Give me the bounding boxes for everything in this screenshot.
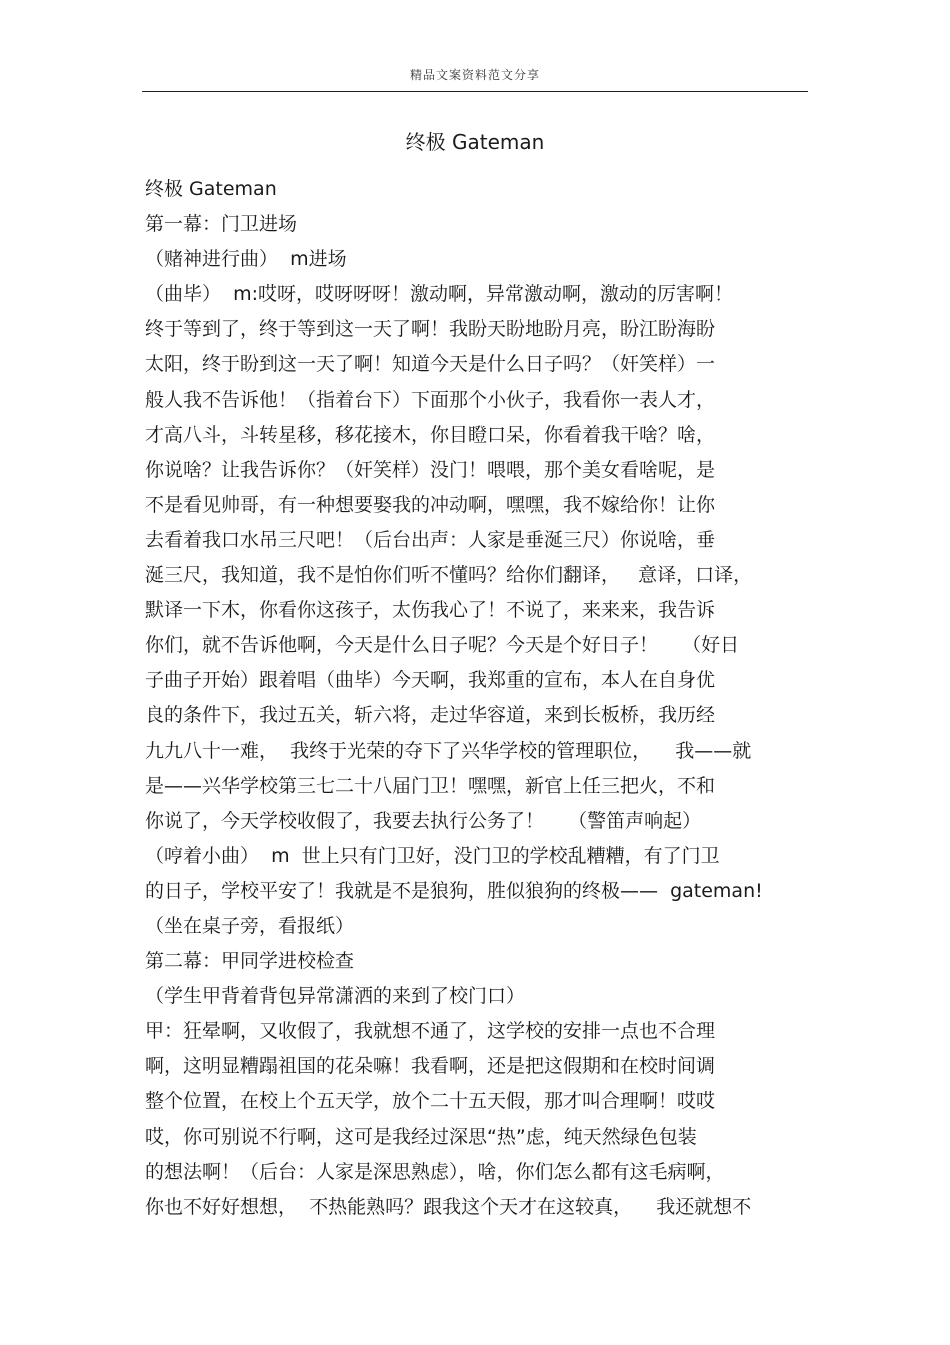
text-line: 般人我不告诉他！（指着台下）下面那个小伙子，我看你一表人才， (145, 388, 716, 411)
text-line: 你说了，今天学校收假了，我要去执行公务了！ （警笛声响起） (145, 809, 702, 832)
header-divider (142, 91, 808, 92)
text-line: （哼着小曲） m 世上只有门卫好，没门卫的学校乱糟糟，有了门卫 (145, 844, 720, 867)
text-line: 整个位置，在校上个五天学，放个二十五天假，那才叫合理啊！哎哎 (145, 1090, 716, 1113)
text-line: 你们，就不告诉他啊，今天是什么日子呢？今天是个好日子！ （好日 (145, 634, 740, 657)
text-line: 不是看见帅哥，有一种想要娶我的冲动啊，嘿嘿，我不嫁给你！让你 (145, 493, 716, 516)
text-line: （曲毕） m:哎呀，哎呀呀呀！激动啊，异常激动啊，激动的厉害啊！ (145, 283, 733, 306)
text-line: 甲：狂晕啊，又收假了，我就想不通了，这学校的安排一点也不合理 (145, 1020, 716, 1043)
text-line: 的日子，学校平安了！我就是不是狼狗，胜似狼狗的终极—— gateman! (145, 879, 763, 902)
text-line: 子曲子开始）跟着唱（曲毕）今天啊，我郑重的宣布，本人在自身优 (145, 669, 716, 692)
text-line: （学生甲背着背包异常潇洒的来到了校门口） (145, 985, 526, 1008)
text-line: 终极 Gateman (145, 178, 277, 200)
text-line: 默译一下木，你看你这孩子，太伤我心了！不说了，来来来，我告诉 (145, 599, 716, 622)
text-line: 第二幕：甲同学进校检查 (145, 950, 355, 973)
text-line: 第一幕：门卫进场 (145, 213, 298, 236)
text-line: 九九八十一难， 我终于光荣的夺下了兴华学校的管理职位， 我——就 (145, 739, 752, 762)
document-body (145, 172, 810, 1225)
document-title: 终极 Gateman (405, 130, 545, 154)
page-header: 精品文案资料范文分享 (409, 68, 540, 82)
text-line: 良的条件下，我过五关，斩六将，走过华容道，来到长板桥，我历经 (145, 704, 716, 727)
text-line: 终于等到了，终于等到这一天了啊！我盼天盼地盼月亮，盼江盼海盼 (145, 318, 716, 341)
text-line: 的想法啊！（后台：人家是深思熟虑），啥，你们怎么都有这毛病啊， (145, 1160, 725, 1183)
text-line: 是——兴华学校第三七二十八届门卫！嘿嘿，新官上任三把火，不和 (145, 774, 716, 797)
text-line: 太阳，终于盼到这一天了啊！知道今天是什么日子吗？（奸笑样）一 (145, 353, 716, 376)
text-line: 哎，你可别说不行啊，这可是我经过深思“热”虑，纯天然绿色包装 (145, 1125, 697, 1148)
text-line: （赌神进行曲） m进场 (145, 248, 347, 271)
text-line: 你说啥？让我告诉你？（奸笑样）没门！喂喂，那个美女看啥呢，是 (145, 458, 716, 481)
text-line: 去看着我口水吊三尺吧！（后台出声：人家是垂涎三尺）你说啥，垂 (145, 528, 716, 551)
text-line: 啊，这明显糟蹋祖国的花朵嘛！我看啊，还是把这假期和在校时间调 (145, 1055, 716, 1078)
text-line: 才高八斗，斗转星移，移花接木，你目瞪口呆，你看着我干啥？啥， (145, 423, 716, 446)
text-line: （坐在桌子旁，看报纸） (145, 914, 355, 937)
text-line: 你也不好好想想， 不热能熟吗？跟我这个天才在这较真， 我还就想不 (145, 1195, 752, 1218)
text-line: 涎三尺，我知道，我不是怕你们听不懂吗？给你们翻译， 意译，口译， (145, 564, 753, 587)
